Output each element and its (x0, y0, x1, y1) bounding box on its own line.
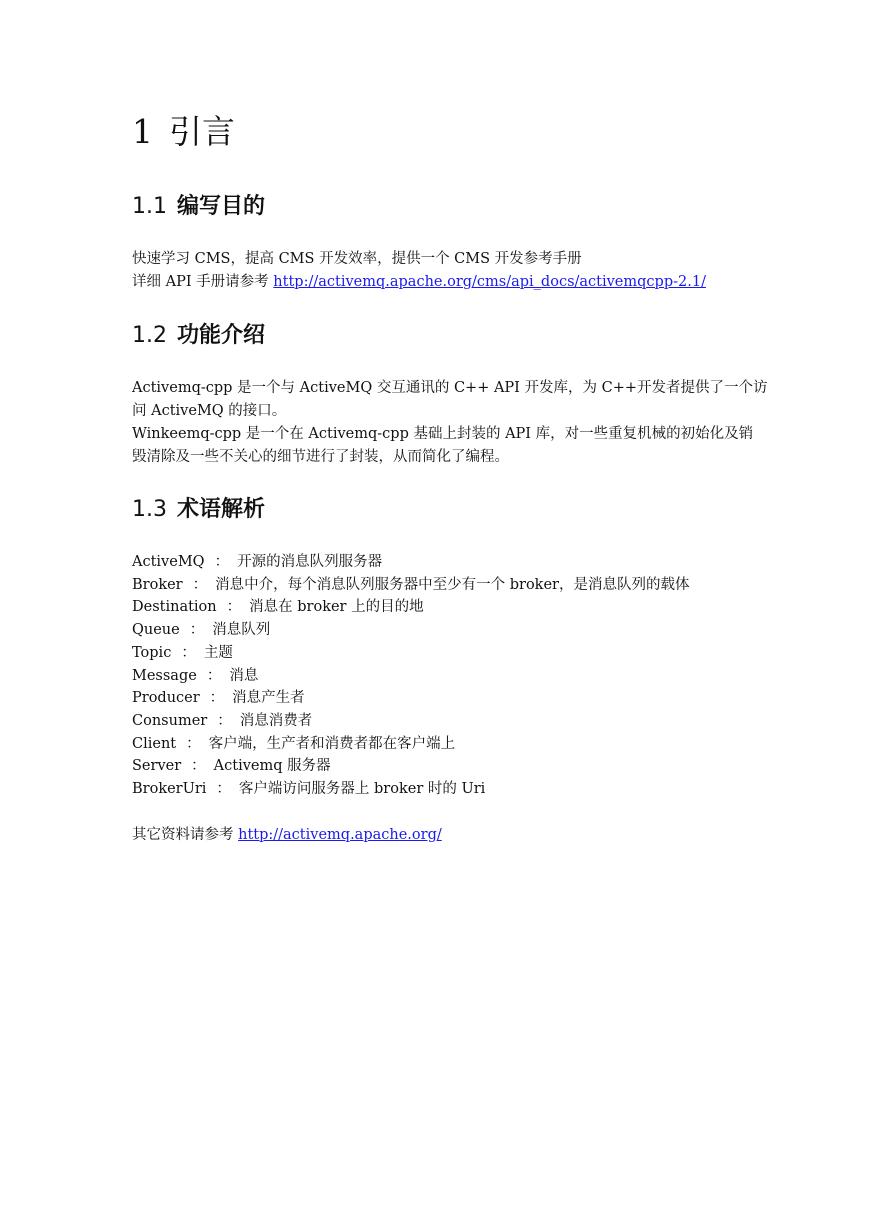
term-desc: 消息队列 (212, 622, 271, 639)
term-separator: ： (206, 667, 222, 684)
term-desc: 消息产生者 (232, 690, 305, 707)
term-row (132, 596, 689, 619)
section-heading-1-3 (132, 496, 265, 524)
term-row (132, 665, 689, 688)
term-separator: ： (181, 644, 196, 661)
api-docs-link[interactable]: http://activemq.apache.org/cms/api_docs/activemqcpp-2.1/ (273, 274, 706, 290)
term-separator: ： (216, 781, 231, 798)
intro-line: Activemq-cpp 是一个与 ActiveMQ 交互通讯的 C++ API 开发库，为 C++开发者提供了一个访 (132, 380, 768, 396)
term-separator: ： (191, 758, 206, 775)
terms-list (132, 551, 689, 801)
term-name: ActiveMQ (132, 554, 205, 570)
section-number: 1.1 (132, 194, 167, 219)
term-name: Queue (132, 622, 180, 639)
section-number: 1.2 (132, 323, 167, 348)
term-row (132, 733, 689, 756)
purpose-line: 快速学习 CMS，提高 CMS 开发效率，提供一个 CMS 开发参考手册 (132, 251, 582, 267)
intro-line: 问 ActiveMQ 的接口。 (132, 403, 287, 419)
term-name: Consumer (132, 712, 208, 729)
term-desc: 客户端，生产者和消费者都在客户端上 (208, 735, 456, 752)
term-separator: ： (186, 735, 201, 752)
chapter-number: 1 (132, 112, 153, 151)
term-separator: ： (217, 712, 232, 729)
section-1-1-body (132, 248, 752, 294)
chapter-title: 引言 (169, 112, 235, 151)
term-desc: Activemq 服务器 (213, 758, 331, 775)
term-separator: ： (226, 599, 242, 616)
term-desc: 消息中介，每个消息队列服务器中至少有一个 broker，是消息队列的载体 (215, 576, 690, 593)
api-reference-line (132, 271, 752, 294)
term-row (132, 574, 689, 597)
term-desc: 消息 (229, 667, 259, 684)
intro-line: 毁清除及一些不关心的细节进行了封装，从而简化了编程。 (132, 449, 509, 465)
term-name: BrokerUri (132, 781, 207, 798)
term-desc: 客户端访问服务器上 broker 时的 Uri (238, 781, 486, 798)
term-desc: 开源的消息队列服务器 (237, 554, 383, 570)
section-title: 功能介绍 (177, 323, 266, 348)
term-desc: 消息消费者 (239, 712, 313, 729)
term-row (132, 778, 689, 801)
term-name: Destination (132, 599, 217, 616)
references-prefix: 其它资料请参考 (132, 827, 239, 843)
references-text (132, 824, 752, 847)
section-title: 术语解析 (177, 497, 266, 522)
references-line (132, 824, 752, 847)
chapter-heading (132, 112, 235, 152)
term-row (132, 642, 689, 665)
term-name: Server (132, 758, 182, 775)
term-separator: ： (214, 554, 230, 570)
section-title: 编写目的 (177, 194, 266, 219)
term-desc: 消息在 broker 上的目的地 (249, 599, 424, 616)
intro-line: Winkeemq-cpp 是一个在 Activemq-cpp 基础上封装的 API 库，对一些重复机械的初始化及销 (132, 426, 754, 442)
term-name: Message (132, 667, 197, 684)
term-name: Broker (132, 576, 183, 593)
section-1-2-body (132, 377, 768, 469)
term-desc: 主题 (203, 644, 233, 661)
term-row (132, 619, 689, 642)
activemq-site-link[interactable]: http://activemq.apache.org/ (238, 827, 442, 843)
term-name: Topic (132, 644, 172, 661)
term-row (132, 710, 689, 733)
api-reference-prefix: 详细 API 手册请参考 (132, 274, 274, 290)
term-name: Client (132, 735, 177, 752)
term-name: Producer (132, 690, 200, 707)
term-row (132, 551, 689, 574)
term-separator: ： (209, 690, 225, 707)
section-heading-1-2 (132, 322, 265, 350)
term-row (132, 687, 689, 710)
term-row (132, 755, 689, 778)
section-number: 1.3 (132, 497, 167, 522)
section-heading-1-1 (132, 193, 265, 221)
term-separator: ： (192, 576, 208, 593)
term-separator: ： (189, 622, 205, 639)
